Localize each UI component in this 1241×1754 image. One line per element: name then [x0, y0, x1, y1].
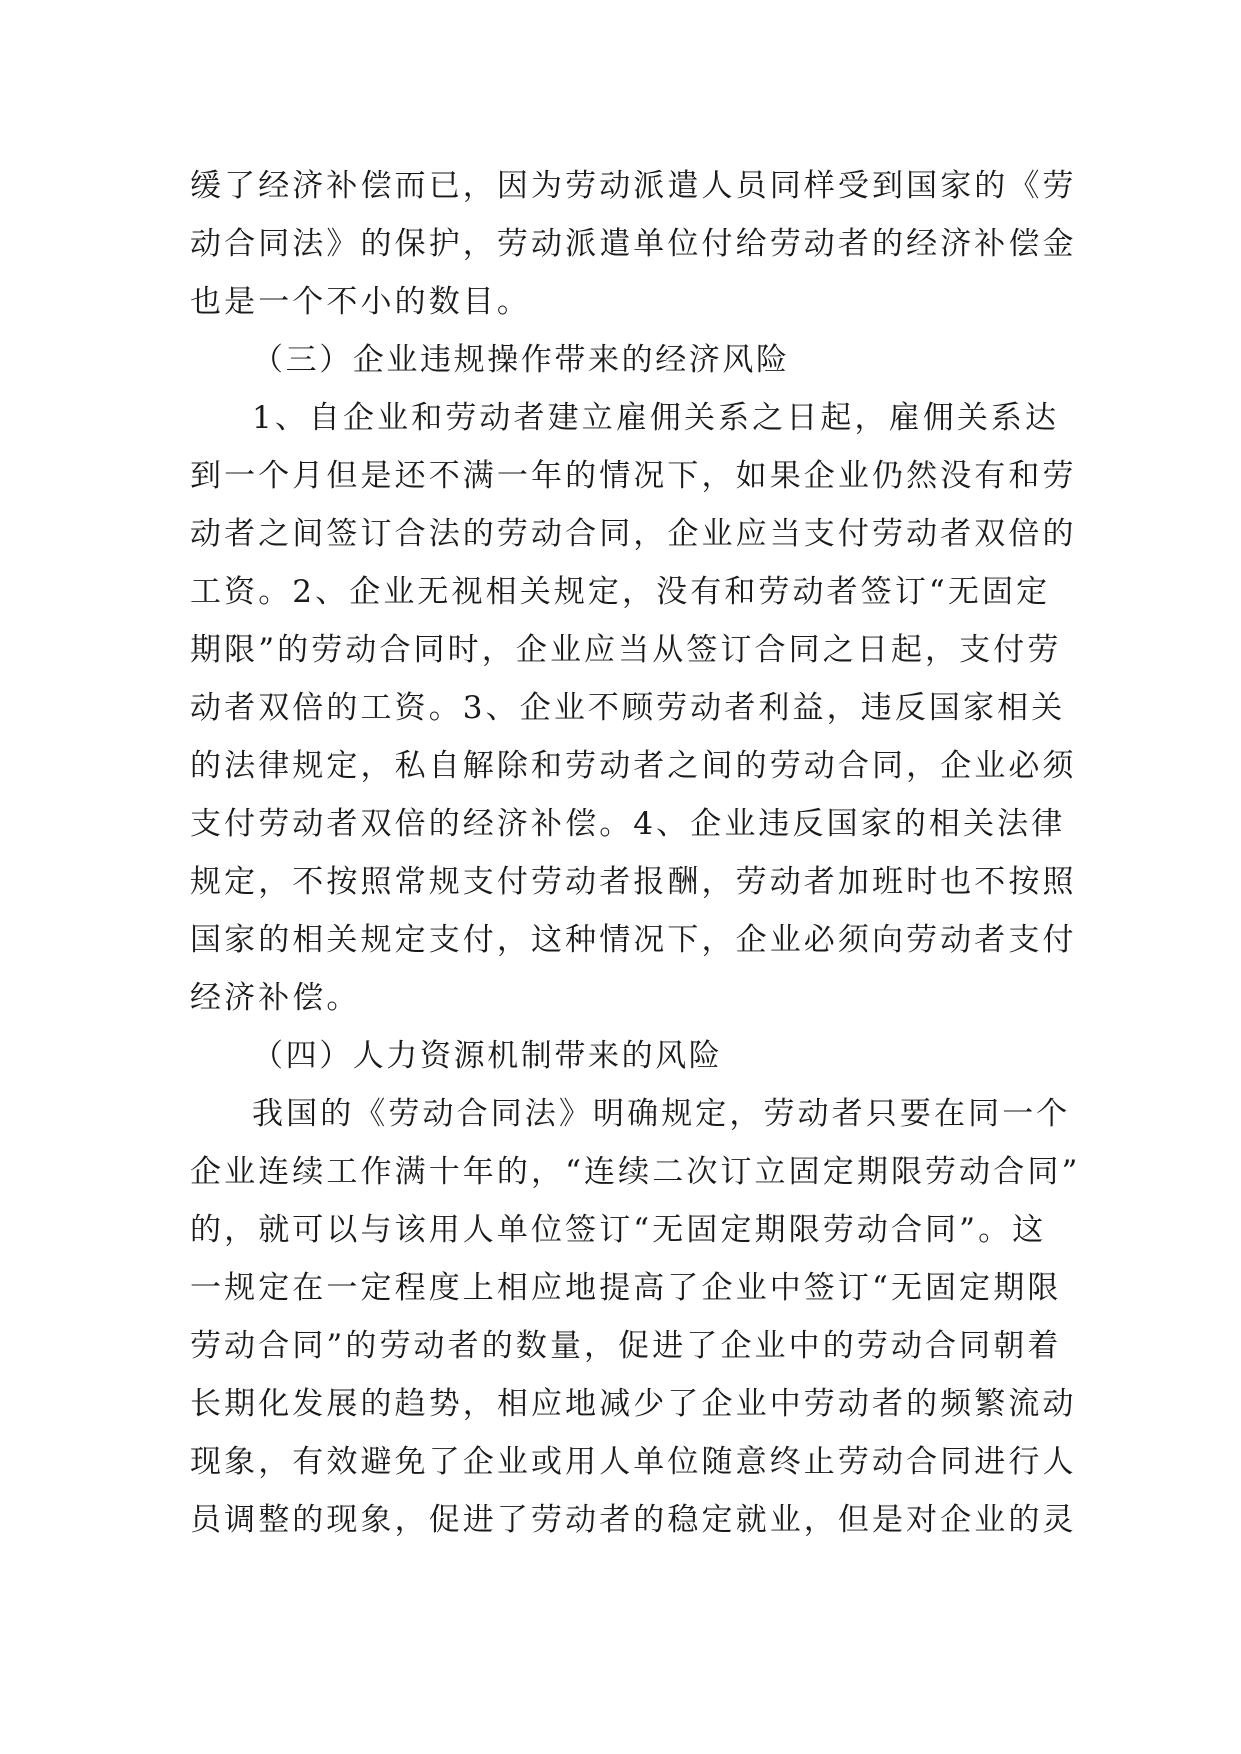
paragraph-line: 的，就可以与该用人单位签订“无固定期限劳动合同”。这	[190, 1212, 1047, 1248]
paragraph-line: 1、自企业和劳动者建立雇佣关系之日起，雇佣关系达	[252, 400, 1060, 436]
paragraph-line: 也是一个不小的数目。	[190, 284, 531, 320]
section-heading-3: （三）企业违规操作带来的经济风险	[252, 342, 790, 378]
paragraph-line: 经济补偿。	[190, 980, 361, 1016]
paragraph-line: 劳动合同”的劳动者的数量，促进了企业中的劳动合同朝着	[190, 1328, 1062, 1364]
paragraph-line: 动者之间签订合法的劳动合同，企业应当支付劳动者双倍的	[190, 516, 1077, 552]
paragraph-line: 现象，有效避免了企业或用人单位随意终止劳动合同进行人	[190, 1444, 1077, 1480]
paragraph-line: 员调整的现象，促进了劳动者的稳定就业，但是对企业的灵	[190, 1502, 1077, 1538]
paragraph-line: 缓了经济补偿而已，因为劳动派遣人员同样受到国家的《劳	[190, 168, 1077, 204]
paragraph-line: 到一个月但是还不满一年的情况下，如果企业仍然没有和劳	[190, 458, 1077, 494]
paragraph-line: 支付劳动者双倍的经济补偿。4、企业违反国家的相关法律	[190, 806, 1066, 842]
paragraph-line: 企业连续工作满十年的，“连续二次订立固定期限劳动合同”	[190, 1154, 1081, 1190]
paragraph-line: 国家的相关规定支付，这种情况下，企业必须向劳动者支付	[190, 922, 1077, 958]
paragraph-line: 动合同法》的保护，劳动派遣单位付给劳动者的经济补偿金	[190, 226, 1077, 262]
paragraph-line: 期限”的劳动合同时，企业应当从签订合同之日起，支付劳	[190, 632, 1062, 668]
paragraph-line: 规定，不按照常规支付劳动者报酬，劳动者加班时也不按照	[190, 864, 1077, 900]
paragraph-line: 工资。2、企业无视相关规定，没有和劳动者签订“无固定	[190, 574, 1051, 610]
section-heading-4: （四）人力资源机制带来的风险	[252, 1038, 723, 1074]
paragraph-line: 长期化发展的趋势，相应地减少了企业中劳动者的频繁流动	[190, 1386, 1077, 1422]
paragraph-line: 动者双倍的工资。3、企业不顾劳动者利益，违反国家相关	[190, 690, 1066, 726]
paragraph-line: 的法律规定，私自解除和劳动者之间的劳动合同，企业必须	[190, 748, 1077, 784]
paragraph-line: 一规定在一定程度上相应地提高了企业中签订“无固定期限	[190, 1270, 1062, 1306]
paragraph-line: 我国的《劳动合同法》明确规定，劳动者只要在同一个	[252, 1096, 1071, 1132]
